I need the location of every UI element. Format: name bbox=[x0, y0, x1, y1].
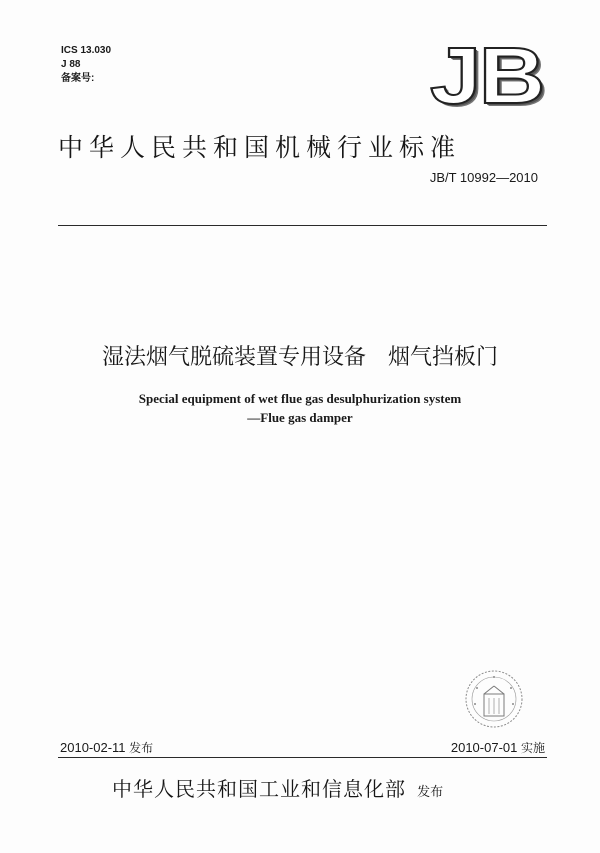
issue-date-block bbox=[60, 739, 153, 756]
effective-label: 实施 bbox=[520, 741, 545, 755]
issuing-authority bbox=[112, 773, 443, 802]
english-title-line-1: Special equipment of wet flue gas desulphurization system bbox=[138, 391, 462, 406]
issuer-name: 中华人民共和国工业和信息化部 bbox=[112, 777, 406, 801]
standard-number: JB/T 10992—2010 bbox=[429, 170, 538, 185]
jb-logo: JB bbox=[430, 31, 544, 120]
issue-date: 2010-02-11 bbox=[60, 740, 126, 755]
issuer-suffix: 发布 bbox=[417, 785, 444, 800]
effective-date-block bbox=[451, 739, 545, 756]
ics-code: ICS 13.030 bbox=[61, 45, 112, 56]
standard-category-title: 中华人民共和国机械行业标准 bbox=[58, 133, 462, 162]
record-number-label: 备案号: bbox=[61, 73, 95, 84]
class-code: J 88 bbox=[61, 59, 81, 70]
classification-block bbox=[61, 44, 111, 86]
top-divider bbox=[58, 225, 547, 226]
issue-label: 发布 bbox=[129, 741, 154, 755]
ministry-seal-icon bbox=[463, 668, 525, 730]
english-title-line-2: —Flue gas damper bbox=[247, 410, 353, 425]
effective-date: 2010-07-01 bbox=[450, 740, 518, 755]
english-title bbox=[60, 389, 540, 427]
bottom-divider bbox=[58, 757, 547, 758]
chinese-title: 湿法烟气脱硫装置专用设备 烟气挡板门 bbox=[101, 345, 498, 370]
